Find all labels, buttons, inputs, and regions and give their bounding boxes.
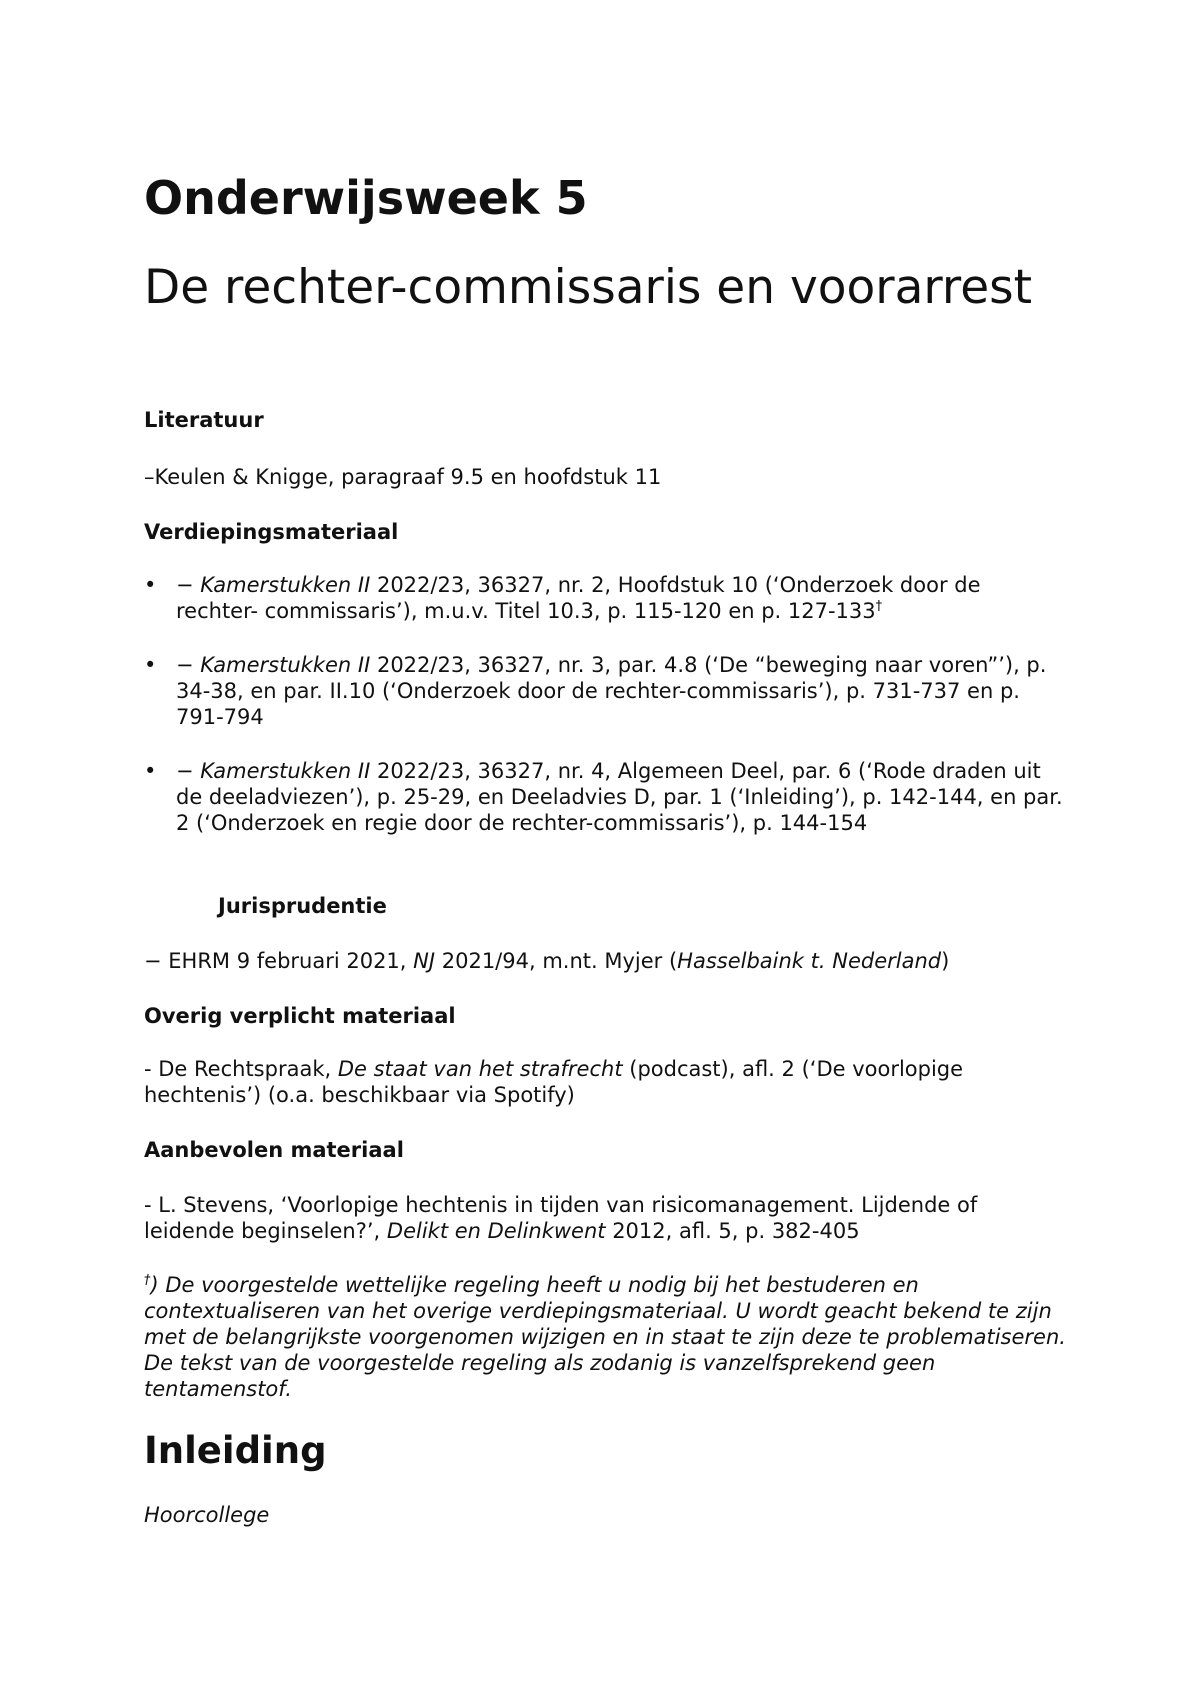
heading-overig-verplicht: Overig verplicht materiaal xyxy=(144,1004,456,1028)
item-dash: − xyxy=(176,573,201,597)
item-text: 2022/23, 36327, nr. 2, Hoofdstuk 10 (‘Onderzoek door de rechter- commissaris’), m.u.v. Titel 10.3, p. 115-120 en p. 127-133 xyxy=(176,573,981,623)
text-run: ) xyxy=(941,949,950,973)
inleiding-sub: Hoorcollege xyxy=(144,1503,270,1527)
text-run-italic: De staat van het strafrecht xyxy=(337,1057,623,1081)
item-dash: − xyxy=(176,759,201,783)
footnote-marker: † xyxy=(144,1273,151,1288)
item-citation: Kamerstukken II xyxy=(200,759,371,783)
bullet-icon: • xyxy=(144,573,157,597)
literatuur-text: –Keulen & Knigge, paragraaf 9.5 en hoofdstuk 11 xyxy=(144,465,662,489)
heading-inleiding: Inleiding xyxy=(144,1429,327,1472)
text-run: 2021/94, m.nt. Myjer ( xyxy=(435,949,678,973)
footnote-body: ) De voorgestelde wettelijke regeling heeft u nodig bij het bestuderen en contextualiseren van het overige verdiepingsmateriaal. U wordt geacht bekend te zijn met de belangrijkste voorgenomen wijzigen en in staat te zijn deze te problematiseren. De tekst van de voorgestelde regeling als zodanig is vanzelfsprekend geen tentamenstof. xyxy=(144,1273,1066,1401)
text-run-italic: Hasselbaink t. Nederland xyxy=(677,949,942,973)
item-dash: − xyxy=(176,653,201,677)
bullet-icon: • xyxy=(144,653,157,677)
text-run: 2012, afl. 5, p. 382-405 xyxy=(605,1219,860,1243)
list-item xyxy=(144,758,1066,836)
item-text: 2022/23, 36327, nr. 3, par. 4.8 (‘De “beweging naar voren”’), p. 34-38, en par. II.10 (‘Onderzoek door de rechter-commissaris’), p. 731-737 en p. 791-794 xyxy=(176,653,1047,729)
item-citation: Kamerstukken II xyxy=(200,653,371,677)
item-citation: Kamerstukken II xyxy=(200,573,371,597)
list-item xyxy=(144,652,1066,730)
heading-verdiepingsmateriaal: Verdiepingsmateriaal xyxy=(144,520,399,544)
text-run: - L. Stevens, ‘Voorlopige hechtenis in tijden van risicomanagement. Lijdende of leidende beginselen?’, xyxy=(144,1193,978,1243)
footnote-text xyxy=(144,1272,1074,1402)
text-run: − EHRM 9 februari 2021, xyxy=(144,949,414,973)
heading-aanbevolen: Aanbevolen materiaal xyxy=(144,1138,404,1162)
overig-text xyxy=(144,1056,1074,1108)
heading-literatuur: Literatuur xyxy=(144,408,264,432)
page-subtitle: De rechter-commissaris en voorarrest xyxy=(144,260,1033,315)
text-run-italic: NJ xyxy=(413,949,436,973)
item-text: 2022/23, 36327, nr. 4, Algemeen Deel, par. 6 (‘Rode draden uit de deeladviezen’), p. 25-29, en Deeladvies D, par. 1 (‘Inleiding’), p. 142-144, en par. 2 (‘Onderzoek en regie door de rechter-commissaris’), p. 144-154 xyxy=(176,759,1063,835)
text-run: - De Rechtspraak, xyxy=(144,1057,338,1081)
page-title: Onderwijsweek 5 xyxy=(144,171,588,225)
aanbevolen-text xyxy=(144,1192,1074,1244)
text-run-italic: Delikt en Delinkwent xyxy=(386,1219,606,1243)
heading-jurisprudentie: Jurisprudentie xyxy=(218,894,387,918)
bullet-icon: • xyxy=(144,759,157,783)
footnote-marker: † xyxy=(875,599,883,614)
jurisprudentie-text xyxy=(144,948,1074,974)
text-run: (podcast), afl. 2 (‘De voorlopige hechtenis’) (o.a. beschikbaar via Spotify) xyxy=(144,1057,964,1107)
list-item xyxy=(144,572,1066,624)
